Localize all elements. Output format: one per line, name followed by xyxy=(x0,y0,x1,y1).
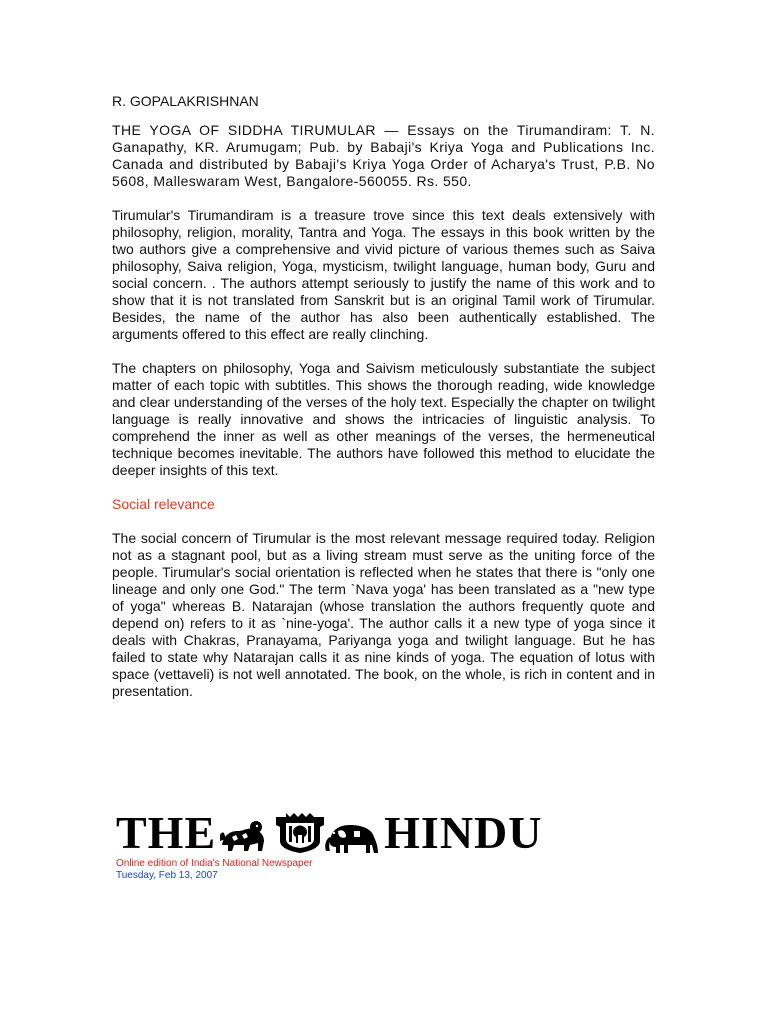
author-name: R. GOPALAKRISHNAN xyxy=(112,93,259,109)
newspaper-masthead xyxy=(116,807,556,882)
book-citation: THE YOGA OF SIDDHA TIRUMULAR — Essays on the Tirumandiram: T. N. Ganapathy, KR. Arumugam; Pub. by Babaji's Kriya Yoga and Publications Inc. Canada and distributed by Babaji's Kriya Yoga Order of Acharya's Trust, P.B. No 5608, Malleswaram West, Bangalore-560055. Rs. 550. xyxy=(112,122,655,189)
edition-tagline: Online edition of India's National Newspaper xyxy=(116,858,313,869)
newspaper-crest-emblem-icon xyxy=(220,811,380,855)
logo-word-hindu: HINDU xyxy=(384,807,543,858)
paragraph-social-relevance: The social concern of Tirumular is the most relevant message required today. Religion not as a stagnant pool, but as a living stream must serve as the uniting force of the people. Tirumular's social orientation is reflected when he states that there is "only one lineage and only one God." The term `Nava yoga' has been translated as a "new type of yoga" whereas B. Natarajan (whose translation the authors frequently quote and depend on) refers to it as `nine-yoga'. The author calls it a new type of yoga since it deals with Chakras, Pranayama, Pariyanga yoga and twilight language. But he has failed to state why Natarajan calls it as nine kinds of yoga. The equation of lotus with space (vettaveli) is not well annotated. The book, on the whole, is rich in content and in presentation. xyxy=(112,530,655,699)
article-body xyxy=(112,92,655,717)
logo-word-the: THE xyxy=(116,807,217,858)
section-heading-social-relevance: Social relevance xyxy=(112,496,215,512)
publication-date: Tuesday, Feb 13, 2007 xyxy=(116,870,218,881)
paragraph-chapters: The chapters on philosophy, Yoga and Saivism meticulously substantiate the subject matter of each topic with subtitles. This shows the thorough reading, wide knowledge and clear understanding of the verses of the holy text. Especially the chapter on twilight language is really innovative and shows the intricacies of linguistic analysis. To comprehend the inner as well as other meanings of the verses, the hermeneutical technique becomes inevitable. The authors have followed this method to elucidate the deeper insights of this text. xyxy=(112,360,655,478)
paragraph-intro: Tirumular's Tirumandiram is a treasure trove since this text deals extensively with philosophy, religion, morality, Tantra and Yoga. The essays in this book written by the two authors give a comprehensive and vivid picture of various themes such as Saiva philosophy, Saiva religion, Yoga, mysticism, twilight language, human body, Guru and social concern. . The authors attempt seriously to justify the name of this work and to show that it is not translated from Sanskrit but is an original Tamil work of Tirumular. Besides, the name of the author has also been authentically established. The arguments offered to this effect are really clinching. xyxy=(112,207,655,342)
newspaper-logo xyxy=(116,807,556,858)
